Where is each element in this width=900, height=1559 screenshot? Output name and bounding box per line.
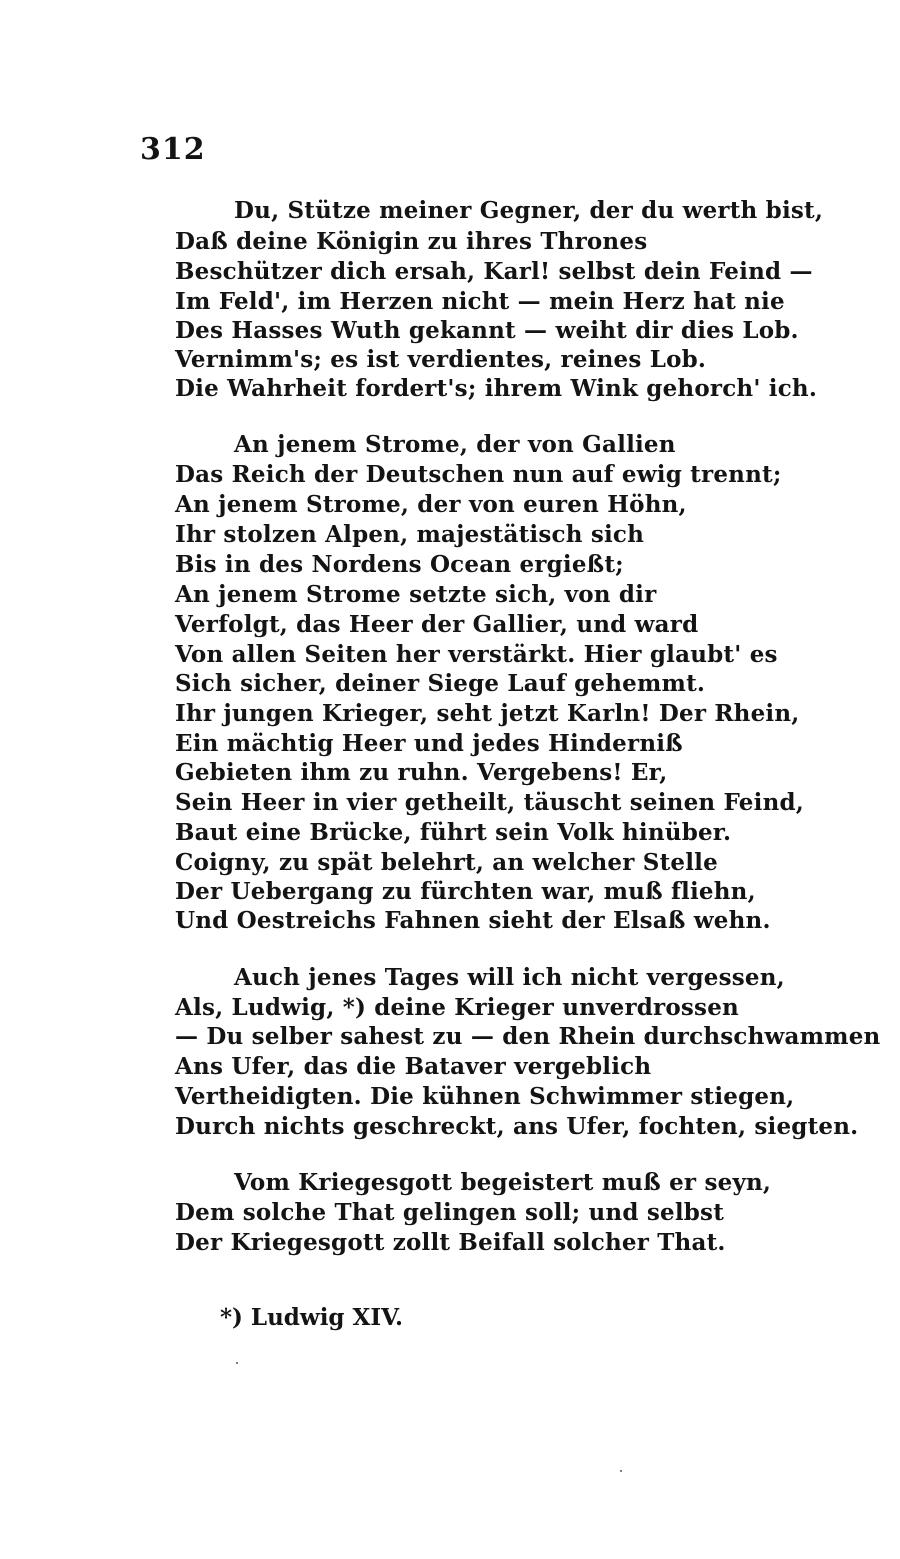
verse-line: Vom Kriegesgott begeistert muß er seyn, — [234, 1169, 772, 1196]
paper-speck — [620, 1470, 622, 1472]
verse-line: Vertheidigten. Die kühnen Schwimmer stiegen, — [175, 1083, 795, 1110]
verse-line: Des Hasses Wuth gekannt — weiht dir dies Lob. — [175, 317, 799, 344]
verse-line: Der Kriegesgott zollt Beifall solcher That. — [175, 1229, 726, 1256]
verse-line: An jenem Strome, der von euren Höhn, — [175, 491, 687, 518]
verse-line: Sein Heer in vier getheilt, täuscht seinen Feind, — [175, 789, 804, 816]
verse-line: Ihr jungen Krieger, seht jetzt Karln! Der Rhein, — [175, 700, 800, 727]
verse-line: Im Feld', im Herzen nicht — mein Herz hat nie — [175, 288, 785, 315]
verse-line: An jenem Strome setzte sich, von dir — [175, 581, 657, 608]
verse-line: Beschützer dich ersah, Karl! selbst dein Feind — — [175, 258, 813, 285]
verse-line: An jenem Strome, der von Gallien — [234, 431, 676, 458]
verse-line: Sich sicher, deiner Siege Lauf gehemmt. — [175, 670, 706, 697]
verse-line: Als, Ludwig, *) deine Krieger unverdrossen — [175, 994, 739, 1021]
verse-line: Baut eine Brücke, führt sein Volk hinüber. — [175, 819, 732, 846]
verse-line: Coigny, zu spät belehrt, an welcher Stelle — [175, 849, 718, 876]
footnote: *) Ludwig XIV. — [220, 1304, 403, 1331]
verse-line: Verfolgt, das Heer der Gallier, und ward — [175, 611, 699, 638]
verse-line: Vernimm's; es ist verdientes, reines Lob. — [175, 346, 707, 373]
verse-line: Gebieten ihm zu ruhn. Vergebens! Er, — [175, 759, 668, 786]
verse-line: Durch nichts geschreckt, ans Ufer, fochten, siegten. — [175, 1113, 859, 1140]
paper-speck — [236, 1362, 238, 1364]
verse-line: Von allen Seiten her verstärkt. Hier glaubt' es — [175, 641, 778, 668]
verse-line: Du, Stütze meiner Gegner, der du werth bist, — [234, 197, 824, 224]
verse-line: Ihr stolzen Alpen, majestätisch sich — [175, 521, 645, 548]
verse-line: Und Oestreichs Fahnen sieht der Elsaß wehn. — [175, 907, 771, 934]
page-number: 312 — [140, 132, 206, 167]
verse-line: Auch jenes Tages will ich nicht vergessen, — [234, 964, 785, 991]
verse-line: Der Uebergang zu fürchten war, muß fliehn, — [175, 878, 756, 905]
verse-line: Dem solche That gelingen soll; und selbst — [175, 1199, 725, 1226]
verse-line: Das Reich der Deutschen nun auf ewig trennt; — [175, 461, 782, 488]
verse-line: Bis in des Nordens Ocean ergießt; — [175, 551, 624, 578]
verse-line: Ein mächtig Heer und jedes Hinderniß — [175, 730, 683, 757]
verse-line: Ans Ufer, das die Bataver vergeblich — [175, 1053, 652, 1080]
verse-line: Daß deine Königin zu ihres Thrones — [175, 228, 648, 255]
verse-line: Die Wahrheit fordert's; ihrem Wink gehorch' ich. — [175, 375, 818, 402]
verse-line: — Du selber sahest zu — den Rhein durchschwammen — [175, 1023, 881, 1050]
